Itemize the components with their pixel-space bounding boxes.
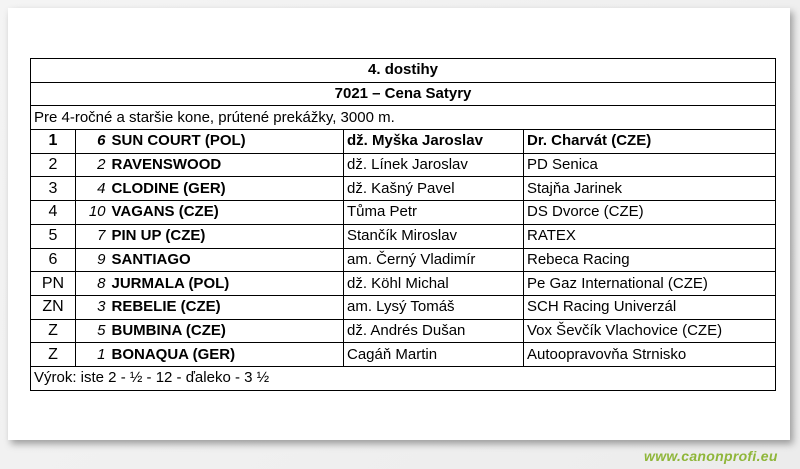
start-number: 1 [76,343,109,367]
race-name: 7021 – Cena Satyry [31,82,776,106]
jockey-name: Cagáň Martin [344,343,524,367]
jockey-name: dž. Línek Jaroslav [344,153,524,177]
jockey-name: dž. Myška Jaroslav [344,130,524,154]
start-number: 8 [76,272,109,296]
jockey-name: Stančík Miroslav [344,224,524,248]
horse-name: SANTIAGO [109,248,344,272]
finish-position: 6 [31,248,76,272]
owner-name: Rebeca Racing [524,248,776,272]
race-results-table [30,58,776,391]
start-number: 10 [76,201,109,225]
race-conditions: Pre 4-ročné a staršie kone, prútené prekážky, 3000 m. [31,106,776,130]
finish-position: ZN [31,295,76,319]
horse-name: REBELIE (CZE) [109,295,344,319]
owner-name: Pe Gaz International (CZE) [524,272,776,296]
horse-name: CLODINE (GER) [109,177,344,201]
result-row [31,201,776,225]
finish-position: 5 [31,224,76,248]
horse-name: PIN UP (CZE) [109,224,344,248]
finish-position: 4 [31,201,76,225]
start-number: 9 [76,248,109,272]
start-number: 2 [76,153,109,177]
start-number: 5 [76,319,109,343]
jockey-name: dž. Köhl Michal [344,272,524,296]
result-row [31,343,776,367]
owner-name: Vox Ševčík Vlachovice (CZE) [524,319,776,343]
result-row [31,224,776,248]
finish-position: Z [31,343,76,367]
race-number: 4. dostihy [31,59,776,83]
verdict-row [31,366,776,390]
horse-name: SUN COURT (POL) [109,130,344,154]
result-row [31,295,776,319]
race-number-row [31,59,776,83]
jockey-name: Tůma Petr [344,201,524,225]
horse-name: BONAQUA (GER) [109,343,344,367]
result-row [31,177,776,201]
start-number: 7 [76,224,109,248]
finish-position: PN [31,272,76,296]
verdict-text: Výrok: iste 2 - ½ - 12 - ďaleko - 3 ½ [31,366,776,390]
owner-name: Autoopravovňa Strnisko [524,343,776,367]
result-row [31,130,776,154]
result-row [31,319,776,343]
start-number: 6 [76,130,109,154]
horse-name: BUMBINA (CZE) [109,319,344,343]
owner-name: SCH Racing Univerzál [524,295,776,319]
owner-name: DS Dvorce (CZE) [524,201,776,225]
result-row [31,248,776,272]
jockey-name: dž. Andrés Dušan [344,319,524,343]
horse-name: VAGANS (CZE) [109,201,344,225]
jockey-name: am. Lysý Tomáš [344,295,524,319]
jockey-name: dž. Kašný Pavel [344,177,524,201]
horse-name: RAVENSWOOD [109,153,344,177]
jockey-name: am. Černý Vladimír [344,248,524,272]
race-name-row [31,82,776,106]
start-number: 4 [76,177,109,201]
horse-name: JURMALA (POL) [109,272,344,296]
start-number: 3 [76,295,109,319]
owner-name: PD Senica [524,153,776,177]
owner-name: RATEX [524,224,776,248]
result-row [31,153,776,177]
finish-position: Z [31,319,76,343]
finish-position: 3 [31,177,76,201]
owner-name: Dr. Charvát (CZE) [524,130,776,154]
result-row [31,272,776,296]
race-conditions-row [31,106,776,130]
finish-position: 1 [31,130,76,154]
finish-position: 2 [31,153,76,177]
owner-name: Stajňa Jarinek [524,177,776,201]
watermark-url: www.canonprofi.eu [644,448,778,464]
